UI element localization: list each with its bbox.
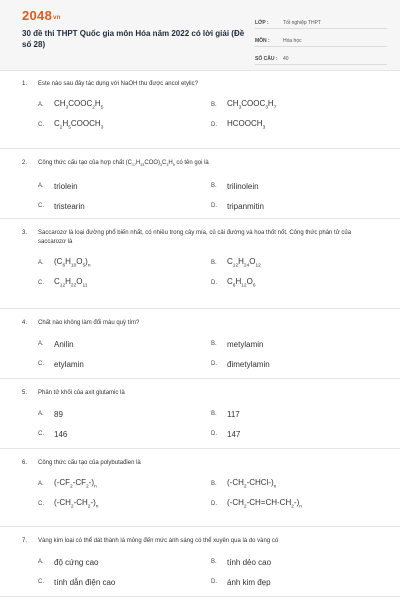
option-letter: A. [38,559,44,565]
question-text [22,319,380,328]
question-item [0,149,400,219]
question-stem: Este nào sau đây tác dụng với NaOH thu được ancol etylic? [38,81,198,87]
question-text [22,537,380,546]
option-letter: D. [211,431,217,437]
option-letter: D. [211,579,217,585]
answer-option[interactable] [211,354,384,374]
option-letter: A. [38,411,44,417]
option-text: 146 [54,429,68,439]
option-text: $(-CH_2-CHCl-)_n$ [227,478,277,490]
meta-key: LỚP : [255,20,269,26]
option-text: $CH_3COOC_2H_5$ [54,99,104,111]
answer-options [38,474,400,514]
option-letter: D. [211,280,217,286]
option-letter: D. [211,501,217,507]
option-text: tính dẫn điện cao [54,577,116,587]
option-letter: A. [38,183,44,190]
answer-option[interactable] [211,196,384,216]
option-letter: B. [211,102,217,108]
option-text: Anilin [54,339,74,349]
question-item [0,70,400,149]
answer-option[interactable] [38,424,211,444]
question-text [22,80,380,89]
answer-option[interactable] [211,424,384,444]
answer-option[interactable] [211,176,384,196]
answer-option[interactable] [211,404,384,424]
question-stem: Công thức cấu tạo của hợp chất $(C_{17}H_{33}COO)_3C_3H_5$ có tên gọi là [38,160,209,168]
answer-option[interactable] [38,176,211,196]
answer-option[interactable] [38,253,211,273]
answer-option[interactable] [211,273,384,293]
option-text: $C_{12}H_{24}O_{12}$ [227,257,261,269]
question-number: 5. [22,390,28,396]
option-letter: B. [211,481,217,487]
question-number: 7. [22,538,28,544]
answer-option[interactable] [38,354,211,374]
question-stem: Công thức cấu tạo của polybutađien là [38,460,141,466]
option-text: trilinolein [227,181,259,191]
question-number: 6. [22,460,28,466]
question-text [22,389,380,398]
option-text: $HCOOCH_3$ [227,119,266,131]
question-item [0,309,400,379]
question-number: 2. [22,160,28,166]
option-letter: C. [38,501,44,507]
answer-option[interactable] [38,474,211,494]
answer-options [38,95,400,135]
answer-options [38,404,400,444]
option-letter: D. [211,122,217,128]
question-text [22,159,380,170]
option-letter: B. [211,183,217,190]
option-text: $(C_6H_{10}O_5)_n$ [54,257,91,269]
option-letter: A. [38,481,44,487]
answer-option[interactable] [38,334,211,354]
option-letter: B. [211,411,217,417]
question-stem: Phân tử khối của axit glutamic là [38,390,125,396]
option-text: tripanmitin [227,201,264,211]
option-letter: D. [211,361,217,367]
answer-option[interactable] [211,115,384,135]
meta-key: SỐ CÂU : [255,56,278,62]
option-text: $C_6H_{12}O_6$ [227,277,256,289]
answer-option[interactable] [38,196,211,216]
option-text: độ cứng cao [54,557,99,567]
meta-row [255,32,387,47]
question-item [0,449,400,527]
question-stem: Chất nào không làm đổi màu quỳ tím? [38,320,140,326]
answer-options [38,334,400,374]
answer-option[interactable] [211,552,384,572]
option-letter: C. [38,280,44,286]
meta-value: Hóa học [283,38,302,44]
answer-option[interactable] [211,572,384,592]
option-letter: D. [211,203,217,210]
meta-value: Tốt nghiệp THPT [283,20,321,26]
option-text: $(-CH_2-CH=CH-CH_2-)_n$ [227,498,302,510]
exam-title: 30 đề thi THPT Quốc gia môn Hóa năm 2022 có lời giải (Đề số 28) [22,29,245,49]
exam-meta [255,14,387,68]
meta-value: 40 [283,56,289,62]
option-text: $C_{12}H_{22}O_{11}$ [54,277,88,289]
question-list [0,70,400,597]
question-text [22,229,380,247]
question-item [0,379,400,449]
question-item [0,527,400,597]
option-text: triolein [54,181,78,191]
question-text [22,459,380,468]
answer-option[interactable] [211,494,384,514]
option-text: tính dẻo cao [227,557,272,567]
option-letter: C. [38,431,44,437]
option-letter: C. [38,203,44,210]
answer-option[interactable] [211,95,384,115]
option-text: metylamin [227,339,264,349]
answer-options [38,253,400,293]
option-letter: A. [38,341,44,347]
option-letter: B. [211,341,217,347]
answer-option[interactable] [211,334,384,354]
option-letter: A. [38,102,44,108]
answer-option[interactable] [211,474,384,494]
option-letter: C. [38,361,44,367]
option-letter: B. [211,260,217,266]
option-text: $CH_3COOC_3H_7$ [227,99,277,111]
option-letter: C. [38,579,44,585]
option-text: đimetylamin [227,359,270,369]
option-text: 89 [54,409,63,419]
page-header [0,0,400,71]
option-text: ánh kim đẹp [227,577,271,587]
option-text: 147 [227,429,241,439]
option-text: $C_2H_5COOCH_3$ [54,119,104,131]
option-text: $(-CF_2-CF_2-)_n$ [54,478,97,490]
option-letter: C. [38,122,44,128]
answer-option[interactable] [38,572,211,592]
answer-option[interactable] [38,115,211,135]
question-number: 1. [22,81,28,87]
option-text: $(-CH_2-CH_2-)_n$ [54,498,99,510]
answer-options [38,176,400,216]
option-text: tristearin [54,201,85,211]
question-item [0,219,400,309]
answer-option[interactable] [38,273,211,293]
question-number: 4. [22,320,28,326]
answer-options [38,552,400,592]
meta-key: MÔN : [255,38,270,44]
meta-row [255,14,387,29]
answer-option[interactable] [38,552,211,572]
site-logo[interactable]: 2048vn [22,8,61,23]
answer-option[interactable] [38,494,211,514]
question-stem: Saccarozơ là loại đường phổ biến nhất, có nhiều trong cây mía, củ cải đường và hoa thốt nốt. Công thức phân tử của saccarozơ là [38,230,352,245]
option-text: 117 [227,409,240,419]
question-number: 3. [22,230,28,236]
question-stem: Vàng kim loại có thể dát thành lá mỏng đến mức ánh sáng có thể xuyên qua là do vàng có [38,538,279,544]
option-letter: A. [38,260,44,266]
option-text: etylamin [54,359,84,369]
meta-row [255,50,387,65]
answer-option[interactable] [211,253,384,273]
option-letter: B. [211,559,217,565]
answer-option[interactable] [38,95,211,115]
answer-option[interactable] [38,404,211,424]
